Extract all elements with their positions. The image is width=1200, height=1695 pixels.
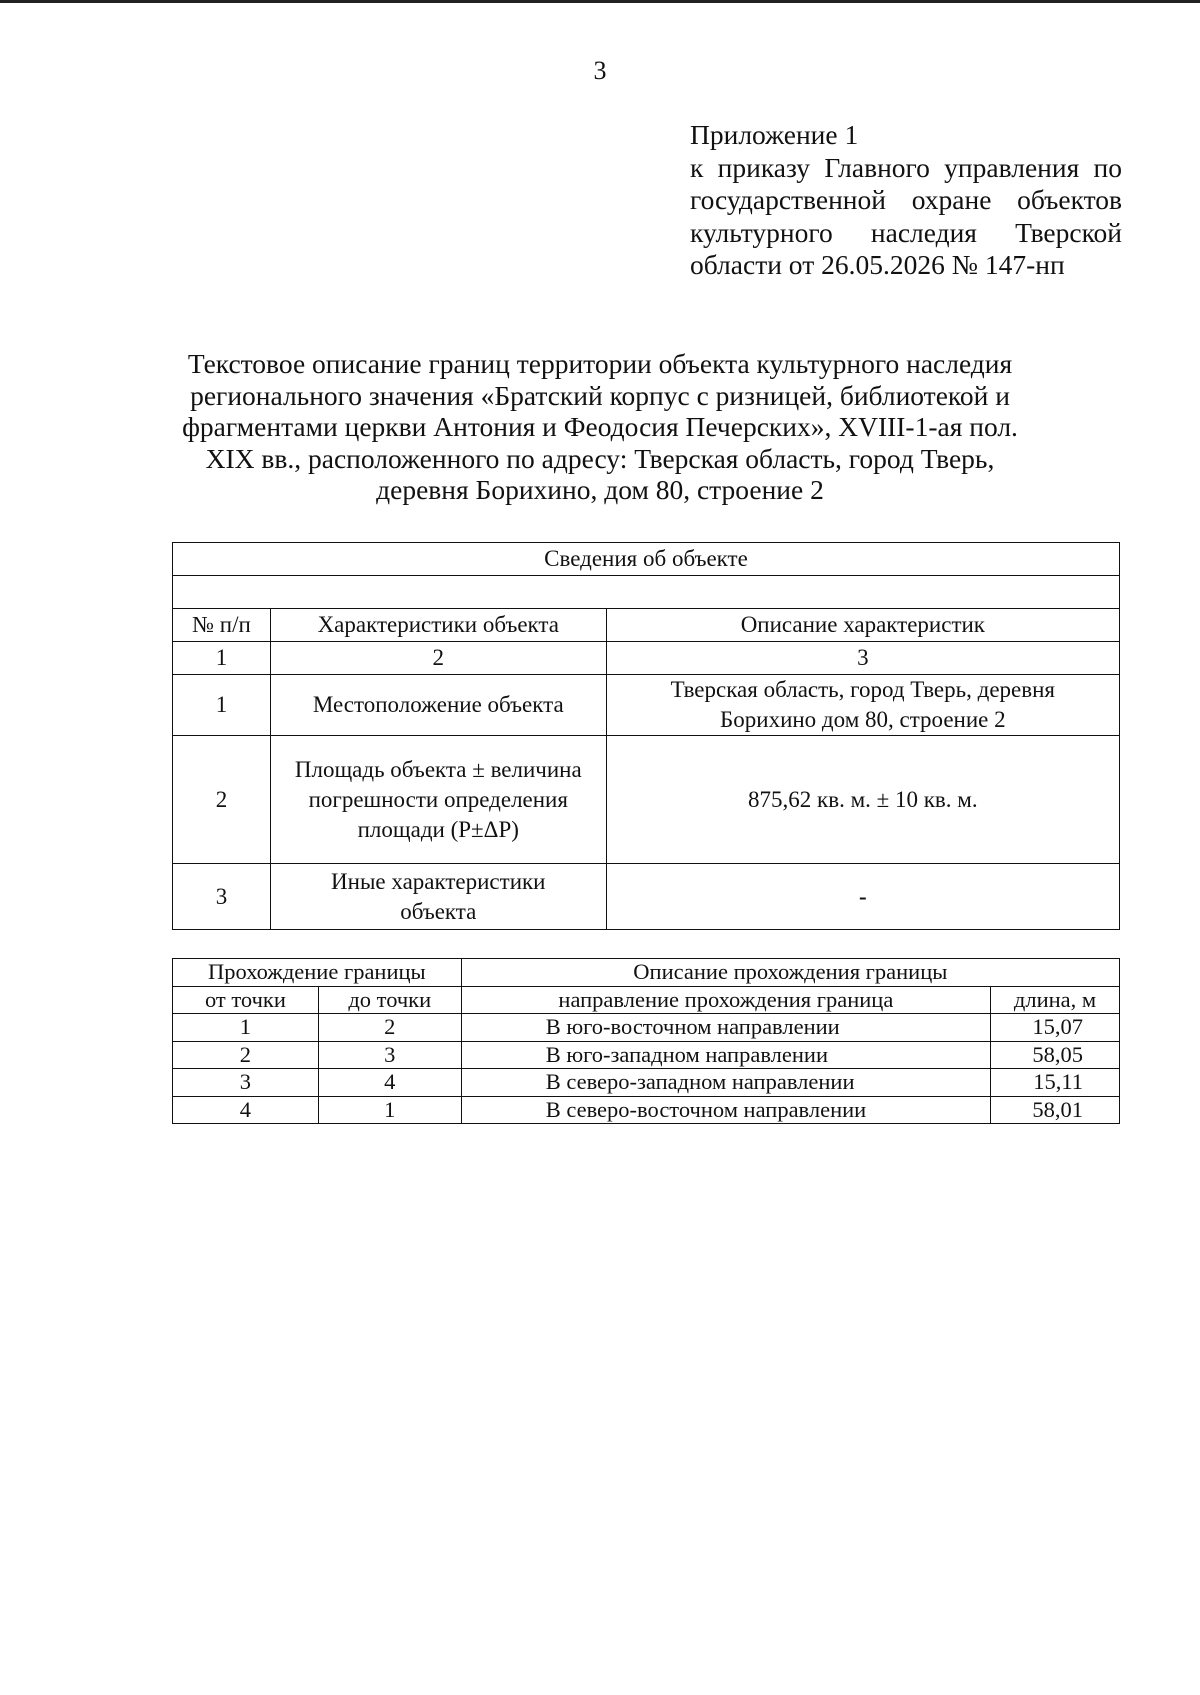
header-description: Описание характеристик [606, 609, 1119, 642]
subheader-from: от точки [173, 986, 319, 1014]
title-line: XIX вв., расположенного по адресу: Тверская область, город Тверь, [205, 442, 995, 474]
appendix-line: Приложение 1 [690, 119, 859, 150]
row-description: 875,62 кв. м. ± 10 кв. м. [606, 736, 1119, 864]
length: 15,07 [991, 1014, 1120, 1042]
row-number: 2 [173, 736, 271, 864]
from-point: 1 [173, 1014, 319, 1042]
column-number: 3 [606, 642, 1119, 675]
column-number: 2 [270, 642, 606, 675]
table-row [173, 1069, 1120, 1097]
boundary-header-row [173, 959, 1120, 987]
table-row [173, 1014, 1120, 1042]
table-row [173, 1041, 1120, 1069]
subheader-length: длина, м [991, 986, 1120, 1014]
table-header-row [173, 609, 1120, 642]
from-point: 4 [173, 1096, 319, 1124]
appendix-line: государственной охране объектов [690, 184, 1122, 215]
header-passage: Прохождение границы [173, 959, 462, 987]
row-characteristic: Иные характеристики объекта [270, 864, 606, 930]
length: 15,11 [991, 1069, 1120, 1097]
appendix-block [690, 119, 1122, 282]
boundary-subheader-row [173, 986, 1120, 1014]
to-point: 3 [318, 1041, 461, 1069]
direction: В юго-восточном направлении [461, 1014, 990, 1042]
table-caption-row [173, 543, 1120, 576]
from-point: 2 [173, 1041, 319, 1069]
object-info-table [172, 542, 1120, 930]
from-point: 3 [173, 1069, 319, 1097]
appendix-line: к приказу Главного управления по [690, 151, 1122, 183]
direction: В северо-западном направлении [461, 1069, 990, 1097]
to-point: 4 [318, 1069, 461, 1097]
row-number: 1 [173, 675, 271, 736]
header-characteristic: Характеристики объекта [270, 609, 606, 642]
appendix-line: области от 26.05.2026 № 147-нп [690, 249, 1065, 280]
column-number: 1 [173, 642, 271, 675]
header-description: Описание прохождения границы [461, 959, 1119, 987]
row-number: 3 [173, 864, 271, 930]
row-characteristic: Площадь объекта ± величина погрешности определения площади (Р±ΔР) [270, 736, 606, 864]
title-line: регионального значения «Братский корпус с ризницей, библиотекой и [190, 379, 1010, 411]
table-row [173, 864, 1120, 930]
row-description: - [606, 864, 1119, 930]
row-description: Тверская область, город Тверь, деревня Борихино дом 80, строение 2 [606, 675, 1119, 736]
to-point: 2 [318, 1014, 461, 1042]
direction: В юго-западном направлении [461, 1041, 990, 1069]
to-point: 1 [318, 1096, 461, 1124]
table-spacer-row [173, 576, 1120, 609]
subheader-to: до точки [318, 986, 461, 1014]
header-number: № п/п [173, 609, 271, 642]
table-row [173, 736, 1120, 864]
title-line: фрагментами церкви Антония и Феодосия Печерских», XVIII-1-ая пол. [182, 411, 1018, 442]
row-characteristic: Местоположение объекта [270, 675, 606, 736]
table-row [173, 1096, 1120, 1124]
column-number-row [173, 642, 1120, 675]
length: 58,05 [991, 1041, 1120, 1069]
appendix-line: культурного наследия Тверской [690, 216, 1122, 248]
page-number: 3 [593, 56, 607, 85]
table-spacer-cell [173, 576, 1120, 609]
table-row [173, 675, 1120, 736]
document-title [170, 348, 1030, 506]
subheader-direction: направление прохождения граница [461, 986, 990, 1014]
title-line: деревня Борихино, дом 80, строение 2 [376, 474, 824, 505]
length: 58,01 [991, 1096, 1120, 1124]
direction: В северо-восточном направлении [461, 1096, 990, 1124]
boundary-table [172, 958, 1120, 1124]
table-caption: Сведения об объекте [173, 543, 1120, 576]
title-line: Текстовое описание границ территории объекта культурного наследия [187, 348, 1013, 379]
top-border-line [0, 0, 1200, 3]
